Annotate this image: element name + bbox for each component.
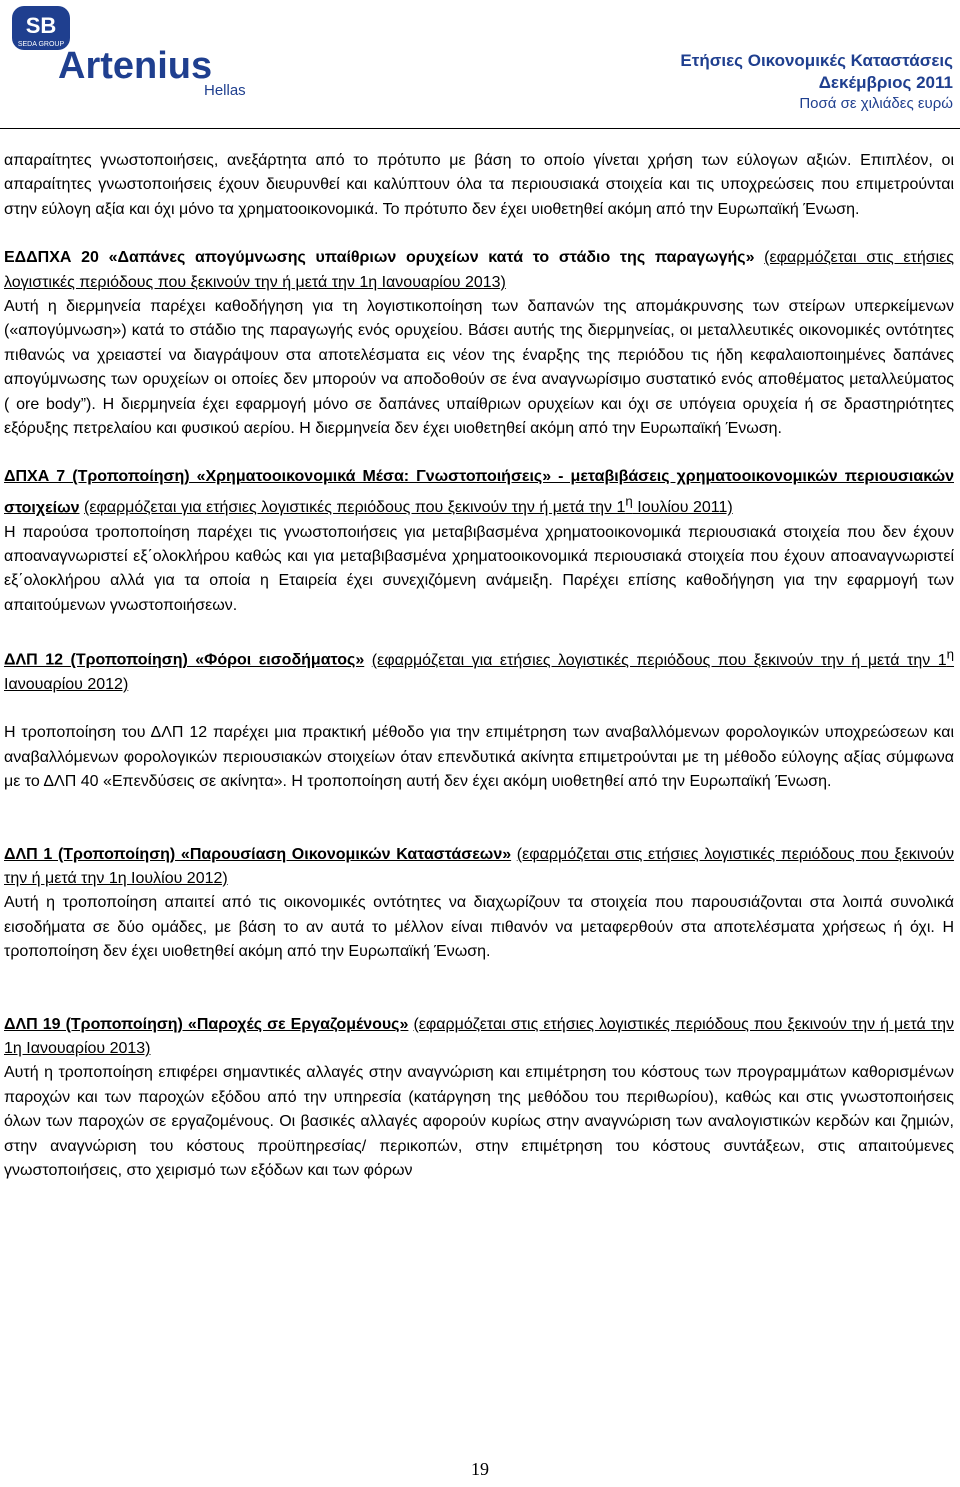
section-ifric20-body: Αυτή η διερμηνεία παρέχει καθοδήγηση για τη λογιστικοποίηση των δαπανών της απομάκρυνσης των στείρων υπερκείμενων («απογύμνωση») κατά το στάδιο της παραγωγής ενός ορυχείου. Βάσει αυτής της διερμηνείας, οι μεταλλευτικές οικονομικές οντότητες πιθανώς να χρειαστεί να διαγράψουν στα αποτελέσματα εις νέον της έναρξης της περιόδου τις ήδη κεφαλαιοποιημένες δαπάνες απογύμνωσης των ορυχείων οι οποίες δεν μπορούν να αποδοθούν σε ένα αναγνωρίσιμο συστατικό ενός αποθέματος μεταλλεύματος ( ore body”). Η διερμηνεία έχει εφαρμογή μόνο σε δαπάνες υπαίθριων ορυχείων και όχι σε υπόγεια ορυχεία ή σε δραστηριότητες εξόρυξης πετρελαίου και φυσικού αερίου. Η διερμηνεία δεν έχει υιοθετηθεί ακόμη από την Ευρωπαϊκή Ένωση. [4,298,954,438]
section-ias1-heading [4,843,954,892]
section-ifric20-heading [4,246,954,295]
svg-text:SEDA GROUP: SEDA GROUP [17,41,65,48]
artenius-logo-icon [12,6,262,98]
report-title: Ετήσιες Οικονομικές Καταστάσεις [680,51,953,70]
section-applies: (εφαρμόζεται στις ετήσιες λογιστικές περιόδους που ξεκινούν την ή μετά την 1η Ιανουαρίου 2013) [4,249,954,291]
section-title: ΔΠΧΑ 7 (Τροποποίηση) «Χρηματοοικονομικά Μέσα: Γνωστοποιήσεις» - μεταβιβάσεις χρηματοοικονομικών περιουσιακών στοιχείων [4,468,954,517]
report-heading [680,50,953,114]
document-body [4,149,954,1183]
svg-text:Hellas: Hellas [204,82,246,98]
section-ias1-body: Αυτή η τροποποίηση απαιτεί από τις οικονομικές οντότητες να διαχωρίζουν τα στοιχεία που παρουσιάζονται στα λοιπά συνολικά εισοδήματα σε δύο ομάδες, με βάση το αν αυτά το μέλλον είναι πιθανόν να μεταφερθούν στα αποτελέσματα χρήσεως ή όχι. Η τροποποίηση δεν έχει υιοθετηθεί ακόμη από την Ευρωπαϊκή Ένωση. [4,894,954,961]
page-number: 19 [471,1459,489,1479]
svg-text:SB: SB [25,13,57,38]
section-ias19-heading [4,1013,954,1062]
intro-paragraph: απαραίτητες γνωστοποιήσεις, ανεξάρτητα από το πρότυπο με βάση το οποίο γίνεται χρήση των εύλογων αξιών. Επιπλέον, οι απαραίτητες γνωστοποιήσεις έχουν διευρυνθεί και καλύπτουν όλα τα περιουσιακά στοιχεία και τις υποχρεώσεις που επιμετρούνται στην εύλογη αξία και όχι μόνο τα χρηματοοικονομικά. Το πρότυπο δεν έχει υιοθετηθεί ακόμη από την Ευρωπαϊκή Ένωση. [4,152,954,218]
section-applies: (εφαρμόζεται στις ετήσιες λογιστικές περιόδους που ξεκινούν την ή μετά την 1η Ιανουαρίου 2013) [4,1015,954,1058]
company-logo [12,6,262,103]
report-period: Δεκέμβριος 2011 [818,73,953,92]
section-title: ΔΛΠ 1 (Τροποποίηση) «Παρουσίαση Οικονομικών Καταστάσεων» [4,845,512,863]
section-ias12-body: Η τροποποίηση του ΔΛΠ 12 παρέχει μια πρακτική μέθοδο για την επιμέτρηση των αναβαλλόμενων φορολογικών υποχρεώσεων και αναβαλλόμενων φορολογικών περιουσιακών στοιχείων όταν επενδυτικά ακίνητα επιμετρούνται με τη μέθοδο εύλογης αξίας σύμφωνα με το ΔΛΠ 40 «Επενδύσεις σε ακίνητα». Η τροποποίηση αυτή δεν έχει ακόμη υιοθετηθεί από την Ευρωπαϊκή Ένωση. [4,724,954,791]
section-ias19-body: Αυτή η τροποποίηση επιφέρει σημαντικές αλλαγές στην αναγνώριση και επιμέτρηση του κόστους των προγραμμάτων καθορισμένων παροχών και των παροχών εξόδου από την υπηρεσία (κατάργηση της μεθόδου του περιθωρίου), καθώς και στις γνωστοποιήσεις όλων των παροχών σε εργαζομένους. Οι βασικές αλλαγές αφορούν κυρίως στην αναγνώριση των αναλογιστικών κερδών και ζημιών, στην αναγνώριση του κόστους προϋπηρεσίας/ περικοπών, στην επιμέτρηση του κόστους συντάξεων, στις απαιτούμενες γνωστοποιήσεις, στο χειρισμό των εξόδων και των φόρων [4,1064,954,1180]
section-ifrs7-heading [4,465,954,520]
section-ias12-heading [4,642,954,697]
header-divider [0,128,960,129]
section-title: ΕΔΔΠΧΑ 20 «Δαπάνες απογύμνωσης υπαίθριων ορυχείων κατά το στάδιο της παραγωγής» [4,249,755,267]
page-header [0,0,960,130]
section-applies: (εφαρμόζεται για ετήσιες λογιστικές περιόδους που ξεκινούν την ή μετά την $1^\eta$ Ιουλίου 2011) [83,493,733,517]
section-ifrs7-body: Η παρούσα τροποποίηση παρέχει τις γνωστοποιήσεις για μεταβιβασμένα χρηματοοικονομικά περιουσιακά στοιχεία που δεν έχουν αποαναγνωριστεί εξ΄ολοκλήρου καθώς και για μεταβιβασμένα χρηματοοικονομικά περιουσιακά στοιχεία που έχουν αποαναγνωριστεί εξ΄ολοκλήρου αλλά για τα οποία η Εταιρεία έχει συνεχιζόμενη ανάμειξη. Παρέχει επίσης καθοδήγηση για την εφαρμογή των απαιτούμενων γνωστοποιήσεων. [4,523,954,614]
report-units: Ποσά σε χιλιάδες ευρώ [799,95,953,112]
section-title: ΔΛΠ 19 (Τροποποίηση) «Παροχές σε Εργαζομένους» [4,1015,409,1033]
section-title: ΔΛΠ 12 (Τροποποίηση) «Φόροι εισοδήματος» [4,651,365,669]
section-applies: (εφαρμόζεται στις ετήσιες λογιστικές περιόδους που ξεκινούν την ή μετά την 1η Ιουλίου 2012) [4,845,955,887]
svg-text:Artenius: Artenius [58,45,213,87]
section-applies: (εφαρμόζεται για ετήσιες λογιστικές περιόδους που ξεκινούν την ή μετά την $1^\eta$ Ιανουαρίου 2012) [4,646,955,693]
